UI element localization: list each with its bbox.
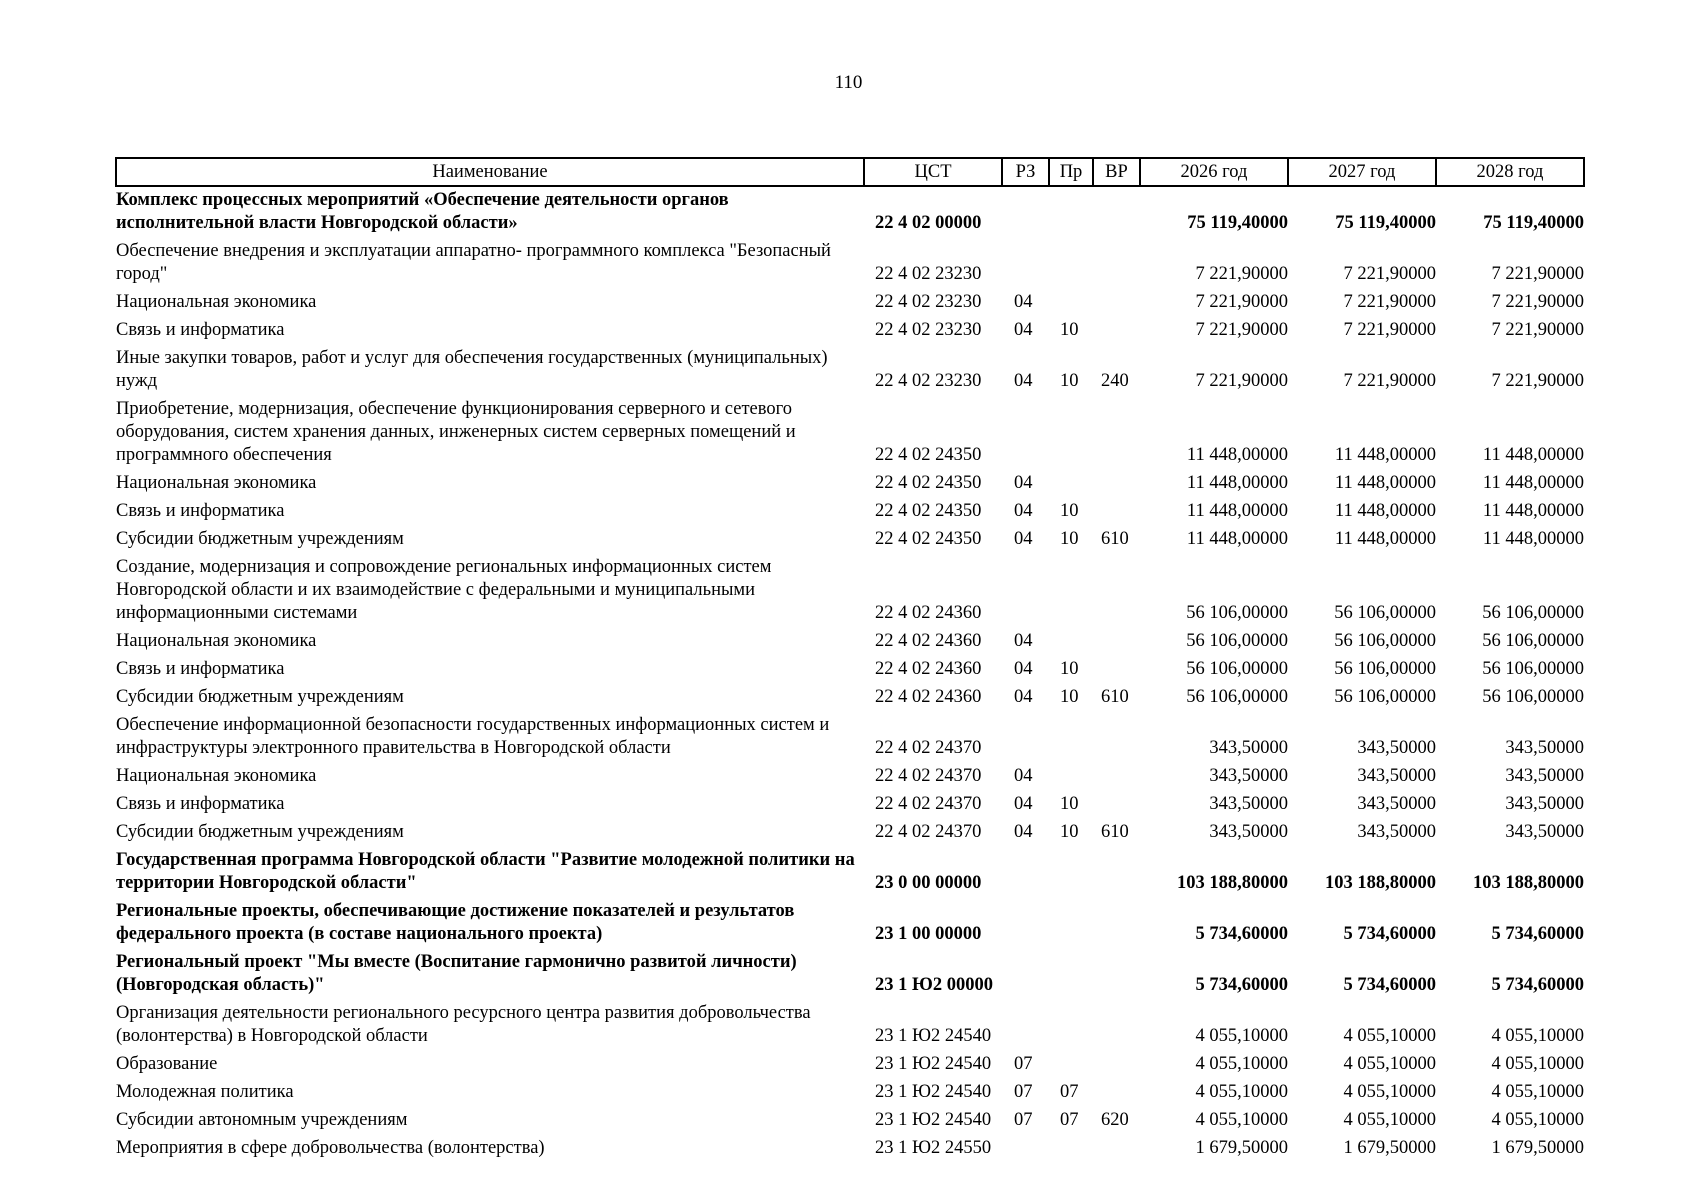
table-row <box>116 684 1584 712</box>
cell-y2027: 4 055,10000 <box>1343 1026 1436 1046</box>
cell-pr: 07 <box>1060 1082 1079 1102</box>
cell-rz: 07 <box>1014 1082 1033 1102</box>
cell-name: Субсидии бюджетным учреждениям <box>116 687 404 707</box>
cell-y2027: 11 448,00000 <box>1334 473 1436 493</box>
table-row <box>116 345 1584 396</box>
cell-vr: 610 <box>1101 529 1129 549</box>
table-row <box>116 656 1584 684</box>
cell-y2026: 5 734,60000 <box>1195 975 1288 995</box>
cell-name: Молодежная политика <box>116 1082 294 1102</box>
cell-rz: 04 <box>1014 473 1033 493</box>
cell-cst: 22 4 02 23230 <box>875 320 982 340</box>
cell-vr: 620 <box>1101 1110 1129 1130</box>
cell-y2028: 75 119,40000 <box>1483 213 1584 233</box>
cell-y2028: 56 106,00000 <box>1482 603 1584 623</box>
cell-rz <box>1002 1135 1049 1163</box>
header-cst: ЦСТ <box>864 158 1002 186</box>
cell-name: Создание, модернизация и сопровождение региональных информационных систем Новгородской области и их взаимодействие с федеральными и муниципальными информационными системами <box>116 557 772 623</box>
cell-rz: 04 <box>1014 687 1033 707</box>
cell-pr <box>1049 1000 1093 1051</box>
cell-y2027: 103 188,80000 <box>1325 873 1436 893</box>
cell-name: Региональные проекты, обеспечивающие достижение показателей и результатов федерального проекта (в составе национального проекта) <box>116 901 795 944</box>
table-row <box>116 498 1584 526</box>
cell-pr <box>1049 470 1093 498</box>
cell-y2028: 11 448,00000 <box>1482 445 1584 465</box>
cell-y2026: 7 221,90000 <box>1195 264 1288 284</box>
cell-cst: 22 4 02 24360 <box>875 659 982 679</box>
cell-y2027: 56 106,00000 <box>1334 659 1436 679</box>
cell-pr: 10 <box>1060 794 1079 814</box>
table-row <box>116 1051 1584 1079</box>
cell-pr: 10 <box>1060 320 1079 340</box>
cell-y2027: 11 448,00000 <box>1334 529 1436 549</box>
cell-y2028: 7 221,90000 <box>1491 292 1584 312</box>
table-row <box>116 526 1584 554</box>
cell-y2028: 343,50000 <box>1505 794 1584 814</box>
budget-table <box>115 157 1585 1163</box>
table-row <box>116 898 1584 949</box>
cell-cst: 23 1 Ю2 00000 <box>875 975 993 995</box>
cell-y2027: 7 221,90000 <box>1343 292 1436 312</box>
table-row <box>116 289 1584 317</box>
cell-cst: 22 4 02 24360 <box>875 631 982 651</box>
cell-pr <box>1049 1135 1093 1163</box>
cell-y2027: 7 221,90000 <box>1343 371 1436 391</box>
cell-vr <box>1093 396 1140 470</box>
cell-vr <box>1093 949 1140 1000</box>
cell-y2028: 7 221,90000 <box>1491 264 1584 284</box>
cell-rz <box>1002 554 1049 628</box>
cell-pr: 10 <box>1060 371 1079 391</box>
cell-name: Связь и информатика <box>116 320 285 340</box>
cell-y2026: 56 106,00000 <box>1186 659 1288 679</box>
cell-cst: 23 1 Ю2 24540 <box>875 1026 992 1046</box>
table-row <box>116 1079 1584 1107</box>
cell-pr: 10 <box>1060 822 1079 842</box>
cell-pr <box>1049 238 1093 289</box>
table-row <box>116 819 1584 847</box>
cell-y2027: 1 679,50000 <box>1343 1138 1436 1158</box>
cell-y2028: 56 106,00000 <box>1482 631 1584 651</box>
header-2028: 2028 год <box>1436 158 1584 186</box>
cell-y2028: 11 448,00000 <box>1482 529 1584 549</box>
cell-y2026: 7 221,90000 <box>1195 320 1288 340</box>
cell-y2028: 7 221,90000 <box>1491 320 1584 340</box>
cell-y2027: 4 055,10000 <box>1343 1054 1436 1074</box>
cell-y2026: 1 679,50000 <box>1195 1138 1288 1158</box>
table-row <box>116 317 1584 345</box>
table-row <box>116 791 1584 819</box>
cell-name: Иные закупки товаров, работ и услуг для обеспечения государственных (муниципальных) нужд <box>116 348 828 391</box>
cell-y2026: 75 119,40000 <box>1187 213 1288 233</box>
cell-pr <box>1049 554 1093 628</box>
cell-y2026: 56 106,00000 <box>1186 631 1288 651</box>
table-row <box>116 396 1584 470</box>
cell-cst: 22 4 02 24370 <box>875 766 982 786</box>
cell-rz: 04 <box>1014 659 1033 679</box>
cell-pr <box>1049 1051 1093 1079</box>
cell-cst: 23 1 Ю2 24540 <box>875 1110 992 1130</box>
table-body <box>116 186 1584 1163</box>
cell-cst: 22 4 02 24360 <box>875 603 982 623</box>
cell-cst: 22 4 02 24360 <box>875 687 982 707</box>
cell-name: Национальная экономика <box>116 292 317 312</box>
cell-y2028: 103 188,80000 <box>1473 873 1584 893</box>
cell-pr <box>1049 712 1093 763</box>
cell-y2027: 56 106,00000 <box>1334 631 1436 651</box>
cell-rz <box>1002 949 1049 1000</box>
table-row <box>116 470 1584 498</box>
cell-rz: 07 <box>1014 1054 1033 1074</box>
cell-vr <box>1093 238 1140 289</box>
page-number: 110 <box>834 72 863 93</box>
cell-cst: 23 1 Ю2 24540 <box>875 1082 992 1102</box>
table-row <box>116 1000 1584 1051</box>
table-row <box>116 628 1584 656</box>
cell-rz: 04 <box>1014 631 1033 651</box>
table-row <box>116 949 1584 1000</box>
cell-rz <box>1002 238 1049 289</box>
cell-pr: 10 <box>1060 687 1079 707</box>
cell-y2027: 343,50000 <box>1357 794 1436 814</box>
cell-rz: 04 <box>1014 794 1033 814</box>
cell-pr <box>1049 396 1093 470</box>
cell-vr <box>1093 1051 1140 1079</box>
cell-name: Национальная экономика <box>116 473 317 493</box>
table-row <box>116 1107 1584 1135</box>
cell-rz: 07 <box>1014 1110 1033 1130</box>
cell-y2027: 11 448,00000 <box>1334 501 1436 521</box>
table-row <box>116 186 1584 238</box>
cell-y2027: 11 448,00000 <box>1334 445 1436 465</box>
cell-vr <box>1093 1079 1140 1107</box>
cell-y2027: 5 734,60000 <box>1343 975 1436 995</box>
cell-cst: 22 4 02 23230 <box>875 371 982 391</box>
cell-name: Связь и информатика <box>116 659 285 679</box>
cell-y2026: 11 448,00000 <box>1186 501 1288 521</box>
cell-y2028: 56 106,00000 <box>1482 687 1584 707</box>
cell-name: Национальная экономика <box>116 766 317 786</box>
cell-vr <box>1093 898 1140 949</box>
cell-name: Государственная программа Новгородской области "Развитие молодежной политики на территории Новгородской области" <box>116 850 855 893</box>
cell-vr <box>1093 712 1140 763</box>
cell-y2028: 343,50000 <box>1505 766 1584 786</box>
cell-y2028: 5 734,60000 <box>1491 924 1584 944</box>
cell-pr: 10 <box>1060 659 1079 679</box>
cell-vr: 610 <box>1101 822 1129 842</box>
cell-name: Обеспечение информационной безопасности государственных информационных систем и инфраструктуры электронного правительства в Новгородской области <box>116 715 830 758</box>
cell-y2028: 11 448,00000 <box>1482 501 1584 521</box>
cell-y2027: 5 734,60000 <box>1343 924 1436 944</box>
cell-y2027: 7 221,90000 <box>1343 320 1436 340</box>
cell-cst: 23 1 Ю2 24540 <box>875 1054 992 1074</box>
cell-vr <box>1093 763 1140 791</box>
cell-rz <box>1002 186 1049 238</box>
cell-pr <box>1049 949 1093 1000</box>
header-pr: Пр <box>1049 158 1093 186</box>
cell-y2026: 4 055,10000 <box>1195 1082 1288 1102</box>
cell-cst: 22 4 02 23230 <box>875 292 982 312</box>
cell-vr <box>1093 554 1140 628</box>
cell-vr <box>1093 656 1140 684</box>
cell-y2028: 4 055,10000 <box>1491 1026 1584 1046</box>
header-vr: ВР <box>1093 158 1140 186</box>
table-row <box>116 712 1584 763</box>
cell-y2026: 343,50000 <box>1209 738 1288 758</box>
cell-y2026: 343,50000 <box>1209 794 1288 814</box>
table-row <box>116 763 1584 791</box>
cell-y2027: 343,50000 <box>1357 766 1436 786</box>
cell-rz <box>1002 712 1049 763</box>
table-row <box>116 1135 1584 1163</box>
cell-vr <box>1093 847 1140 898</box>
cell-y2028: 7 221,90000 <box>1491 371 1584 391</box>
cell-y2026: 4 055,10000 <box>1195 1110 1288 1130</box>
cell-rz: 04 <box>1014 292 1033 312</box>
cell-vr <box>1093 1135 1140 1163</box>
cell-pr: 10 <box>1060 529 1079 549</box>
cell-name: Обеспечение внедрения и эксплуатации аппаратно- программного комплекса "Безопасный город" <box>116 241 831 284</box>
cell-cst: 22 4 02 24370 <box>875 794 982 814</box>
header-name: Наименование <box>116 158 864 186</box>
cell-y2026: 11 448,00000 <box>1186 445 1288 465</box>
cell-y2028: 5 734,60000 <box>1491 975 1584 995</box>
table-header-row <box>116 158 1584 186</box>
cell-name: Субсидии бюджетным учреждениям <box>116 529 404 549</box>
cell-y2027: 343,50000 <box>1357 822 1436 842</box>
cell-cst: 23 1 00 00000 <box>875 924 982 944</box>
cell-vr: 240 <box>1101 371 1129 391</box>
cell-rz: 04 <box>1014 501 1033 521</box>
cell-y2026: 103 188,80000 <box>1177 873 1288 893</box>
cell-rz: 04 <box>1014 320 1033 340</box>
cell-cst: 22 4 02 24370 <box>875 738 982 758</box>
cell-vr <box>1093 186 1140 238</box>
cell-y2027: 7 221,90000 <box>1343 264 1436 284</box>
cell-vr <box>1093 628 1140 656</box>
cell-pr: 10 <box>1060 501 1079 521</box>
cell-name: Региональный проект "Мы вместе (Воспитание гармонично развитой личности) (Новгородская область)" <box>116 952 797 995</box>
cell-y2027: 4 055,10000 <box>1343 1110 1436 1130</box>
table-row <box>116 847 1584 898</box>
cell-rz <box>1002 1000 1049 1051</box>
header-rz: РЗ <box>1002 158 1049 186</box>
cell-rz <box>1002 396 1049 470</box>
cell-y2026: 5 734,60000 <box>1195 924 1288 944</box>
cell-pr <box>1049 186 1093 238</box>
cell-cst: 22 4 02 23230 <box>875 264 982 284</box>
cell-vr <box>1093 317 1140 345</box>
cell-y2026: 11 448,00000 <box>1186 473 1288 493</box>
cell-cst: 22 4 02 00000 <box>875 213 982 233</box>
cell-rz: 04 <box>1014 529 1033 549</box>
cell-y2027: 343,50000 <box>1357 738 1436 758</box>
cell-pr <box>1049 898 1093 949</box>
cell-y2026: 4 055,10000 <box>1195 1054 1288 1074</box>
cell-y2028: 4 055,10000 <box>1491 1082 1584 1102</box>
cell-cst: 22 4 02 24350 <box>875 473 982 493</box>
cell-y2028: 4 055,10000 <box>1491 1054 1584 1074</box>
cell-vr <box>1093 791 1140 819</box>
cell-pr <box>1049 847 1093 898</box>
cell-vr <box>1093 289 1140 317</box>
cell-name: Мероприятия в сфере добровольчества (волонтерства) <box>116 1138 545 1158</box>
cell-y2027: 75 119,40000 <box>1335 213 1436 233</box>
cell-cst: 23 0 00 00000 <box>875 873 982 893</box>
cell-vr <box>1093 1000 1140 1051</box>
header-2027: 2027 год <box>1288 158 1436 186</box>
cell-name: Комплекс процессных мероприятий «Обеспечение деятельности органов исполнительной власти Новгородской области» <box>116 190 729 233</box>
table-row <box>116 238 1584 289</box>
cell-y2026: 343,50000 <box>1209 822 1288 842</box>
cell-name: Приобретение, модернизация, обеспечение функционирования серверного и сетевого оборудования, систем хранения данных, инженерных систем серверных помещений и программного обеспечения <box>116 399 796 465</box>
cell-y2027: 56 106,00000 <box>1334 687 1436 707</box>
cell-cst: 22 4 02 24350 <box>875 501 982 521</box>
cell-y2026: 11 448,00000 <box>1186 529 1288 549</box>
table-row <box>116 554 1584 628</box>
cell-y2027: 4 055,10000 <box>1343 1082 1436 1102</box>
cell-rz: 04 <box>1014 766 1033 786</box>
cell-y2028: 1 679,50000 <box>1491 1138 1584 1158</box>
cell-pr <box>1049 763 1093 791</box>
cell-rz: 04 <box>1014 822 1033 842</box>
cell-y2027: 56 106,00000 <box>1334 603 1436 623</box>
cell-y2026: 343,50000 <box>1209 766 1288 786</box>
cell-cst: 22 4 02 24370 <box>875 822 982 842</box>
cell-rz <box>1002 847 1049 898</box>
cell-y2026: 4 055,10000 <box>1195 1026 1288 1046</box>
cell-rz <box>1002 898 1049 949</box>
cell-y2026: 7 221,90000 <box>1195 292 1288 312</box>
cell-name: Национальная экономика <box>116 631 317 651</box>
cell-name: Образование <box>116 1054 218 1074</box>
cell-y2026: 56 106,00000 <box>1186 603 1288 623</box>
cell-name: Субсидии автономным учреждениям <box>116 1110 408 1130</box>
header-2026: 2026 год <box>1140 158 1288 186</box>
cell-name: Организация деятельности регионального ресурсного центра развития добровольчества (волонтерства) в Новгородской области <box>116 1003 811 1046</box>
cell-y2028: 343,50000 <box>1505 738 1584 758</box>
cell-name: Субсидии бюджетным учреждениям <box>116 822 404 842</box>
cell-pr <box>1049 628 1093 656</box>
cell-cst: 23 1 Ю2 24550 <box>875 1138 992 1158</box>
cell-name: Связь и информатика <box>116 501 285 521</box>
cell-y2026: 56 106,00000 <box>1186 687 1288 707</box>
cell-name: Связь и информатика <box>116 794 285 814</box>
cell-pr: 07 <box>1060 1110 1079 1130</box>
cell-pr <box>1049 289 1093 317</box>
cell-y2028: 4 055,10000 <box>1491 1110 1584 1130</box>
cell-cst: 22 4 02 24350 <box>875 529 982 549</box>
cell-vr <box>1093 498 1140 526</box>
cell-y2028: 11 448,00000 <box>1482 473 1584 493</box>
cell-y2028: 56 106,00000 <box>1482 659 1584 679</box>
cell-vr: 610 <box>1101 687 1129 707</box>
cell-y2026: 7 221,90000 <box>1195 371 1288 391</box>
cell-rz: 04 <box>1014 371 1033 391</box>
cell-cst: 22 4 02 24350 <box>875 445 982 465</box>
cell-y2028: 343,50000 <box>1505 822 1584 842</box>
cell-vr <box>1093 470 1140 498</box>
